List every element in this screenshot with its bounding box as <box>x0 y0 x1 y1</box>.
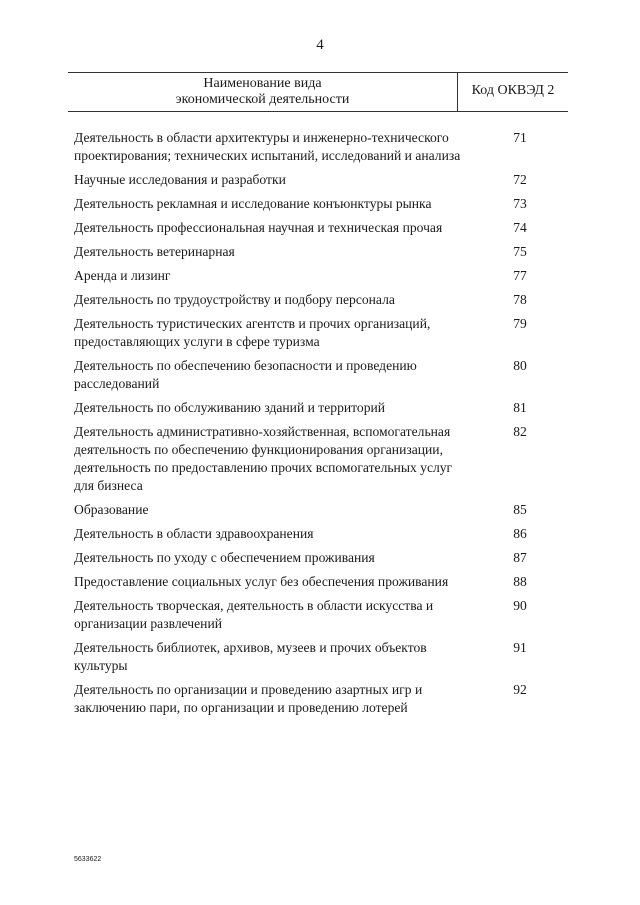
activity-name: Деятельность в области здравоохранения <box>74 526 314 541</box>
okved-code: 81 <box>513 400 527 415</box>
okved-code: 91 <box>513 640 527 655</box>
table-row <box>68 357 568 393</box>
okved-code: 79 <box>513 316 527 331</box>
header-activity-name-line1: Наименование вида <box>203 76 322 91</box>
activity-table <box>68 72 568 723</box>
okved-code: 71 <box>513 130 527 145</box>
okved-code: 86 <box>513 526 527 541</box>
activity-name: Деятельность по уходу с обеспечением проживания <box>74 550 375 565</box>
document-footer-code: 5633622 <box>74 856 102 863</box>
activity-name: Образование <box>74 502 149 517</box>
okved-code: 72 <box>513 172 527 187</box>
table-row <box>68 171 568 189</box>
table-row <box>68 315 568 351</box>
okved-code: 88 <box>513 574 527 589</box>
okved-code: 85 <box>513 502 527 517</box>
activity-name: Деятельность творческая, деятельность в области искусства и организации развлечений <box>74 598 434 631</box>
okved-code: 77 <box>513 268 527 283</box>
activity-name: Деятельность по обслуживанию зданий и территорий <box>74 400 386 415</box>
table-row <box>68 525 568 543</box>
table-row <box>68 501 568 519</box>
table-row <box>68 267 568 285</box>
table-row <box>68 219 568 237</box>
okved-code: 74 <box>513 220 527 235</box>
activity-name: Деятельность библиотек, архивов, музеев и прочих объектов культуры <box>74 640 427 673</box>
table-body <box>68 129 568 717</box>
page-number: 4 <box>316 37 324 53</box>
activity-name: Деятельность административно-хозяйственная, вспомогательная деятельность по обеспечению функционирования организации, деятельность по предоставлению прочих вспомогательных услуг для бизнеса <box>74 424 453 493</box>
table-header <box>68 72 568 112</box>
activity-name: Деятельность по организации и проведению азартных игр и заключению пари, по организации и проведению лотерей <box>74 682 423 715</box>
header-okved-code: Код ОКВЭД 2 <box>471 83 555 98</box>
activity-name: Деятельность в области архитектуры и инженерно-технического проектирования; технических испытаний, исследований и анализа <box>74 130 461 163</box>
okved-code: 92 <box>513 682 527 697</box>
table-row <box>68 129 568 165</box>
activity-name: Деятельность туристических агентств и прочих организаций, предоставляющих услуги в сфере туризма <box>74 316 431 349</box>
okved-code: 78 <box>513 292 527 307</box>
okved-code: 73 <box>513 196 527 211</box>
activity-name: Деятельность рекламная и исследование конъюнктуры рынка <box>74 196 432 211</box>
table-row <box>68 681 568 717</box>
table-row <box>68 291 568 309</box>
activity-name: Деятельность профессиональная научная и техническая прочая <box>74 220 443 235</box>
table-row <box>68 423 568 495</box>
table-row <box>68 549 568 567</box>
header-activity-name <box>68 76 457 108</box>
activity-name: Деятельность ветеринарная <box>74 244 235 259</box>
table-row <box>68 639 568 675</box>
table-row <box>68 399 568 417</box>
activity-name: Деятельность по трудоустройству и подбору персонала <box>74 292 395 307</box>
activity-name: Деятельность по обеспечению безопасности и проведению расследований <box>74 358 417 391</box>
table-row <box>68 573 568 591</box>
header-activity-name-line2: экономической деятельности <box>175 92 350 107</box>
okved-code: 80 <box>513 358 527 373</box>
activity-name: Предоставление социальных услуг без обеспечения проживания <box>74 574 449 589</box>
okved-code: 82 <box>513 424 527 439</box>
okved-code: 90 <box>513 598 527 613</box>
activity-name: Научные исследования и разработки <box>74 172 286 187</box>
table-row <box>68 195 568 213</box>
okved-code: 87 <box>513 550 527 565</box>
activity-name: Аренда и лизинг <box>74 268 171 283</box>
table-row <box>68 243 568 261</box>
okved-code: 75 <box>513 244 527 259</box>
table-row <box>68 597 568 633</box>
